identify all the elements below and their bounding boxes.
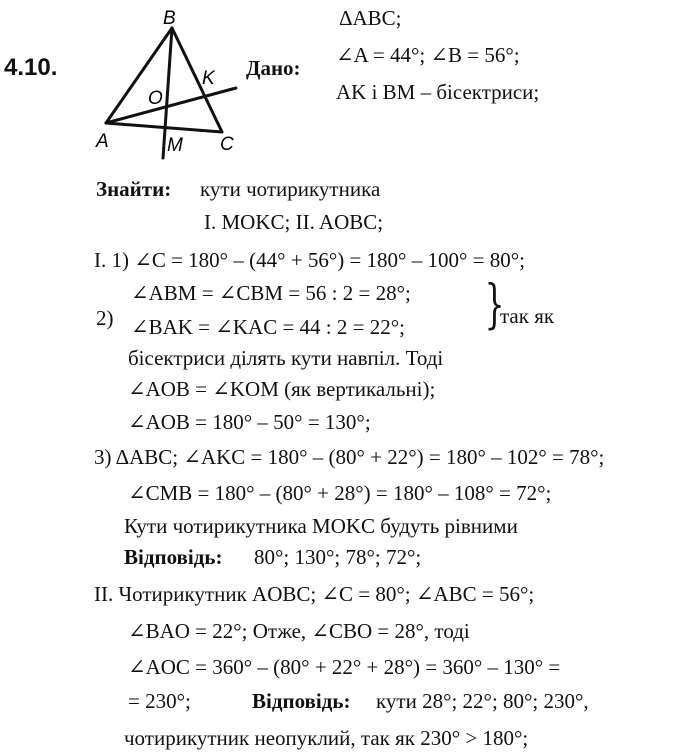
find-items: I. MOKC; II. AOBC;: [204, 210, 384, 234]
solution-line: ∠AOB = ∠KOM (як вертикальні);: [128, 377, 436, 401]
solution-line: ∠AOC = 360° – (80° + 22° + 28°) = 360° – 130° =: [128, 655, 561, 679]
vertex-label-b: B: [163, 8, 176, 29]
given-label: Дано:: [246, 56, 301, 80]
find-label: Знайти:: [96, 177, 172, 201]
answer-label: Відповідь:: [124, 545, 223, 569]
find-text: кути чотирикутника: [200, 177, 381, 201]
solution-line: = 230°;: [128, 689, 191, 713]
vertex-label-a: A: [96, 131, 109, 152]
solution-line: II. Чотирикутник AOBC; ∠C = 80°; ∠ABC = 56°;: [94, 582, 535, 606]
solution-line: ∠BAO = 22°; Отже, ∠CBO = 28°, тоді: [128, 619, 470, 643]
point-label-o: O: [148, 88, 163, 109]
solution-line: Кути чотирикутника MOKC будуть рівними: [124, 514, 518, 538]
solution-line: чотирикутник неопуклий, так як 230° > 180°;: [124, 726, 529, 750]
solution-line: бісектриси ділять кути навпіл. Тоді: [128, 346, 444, 370]
answer-values: кути 28°; 22°; 80°; 230°,: [376, 689, 589, 713]
answer-values: 80°; 130°; 78°; 72°;: [254, 545, 422, 569]
solution-line: 2): [96, 306, 114, 330]
solution-line: ∠ABM = ∠CBM = 56 : 2 = 28°;: [131, 281, 411, 305]
answer-label: Відповідь:: [252, 689, 351, 713]
point-label-m: M: [167, 135, 183, 156]
point-label-k: K: [202, 68, 215, 89]
given-line-3: AK і BM – бісектриси;: [336, 80, 540, 104]
vertex-label-c: C: [220, 134, 234, 155]
solution-line: ∠CMB = 180° – (80° + 28°) = 180° – 108° = 72°;: [128, 481, 552, 505]
solution-line: ∠BAK = ∠KAC = 44 : 2 = 22°;: [131, 315, 405, 339]
solution-line: I. 1) ∠C = 180° – (44° + 56°) = 180° – 100° = 80°;: [94, 248, 525, 272]
problem-number: 4.10.: [4, 54, 58, 81]
given-line-2: ∠A = 44°; ∠B = 56°;: [336, 43, 520, 67]
given-line-1: ΔABC;: [339, 6, 402, 30]
solution-line: так як: [500, 304, 555, 328]
solution-line: 3) ΔABC; ∠AKC = 180° – (80° + 22°) = 180° – 102° = 78°;: [94, 445, 605, 469]
brace-symbol: }: [484, 275, 505, 335]
solution-line: ∠AOB = 180° – 50° = 130°;: [128, 410, 371, 434]
